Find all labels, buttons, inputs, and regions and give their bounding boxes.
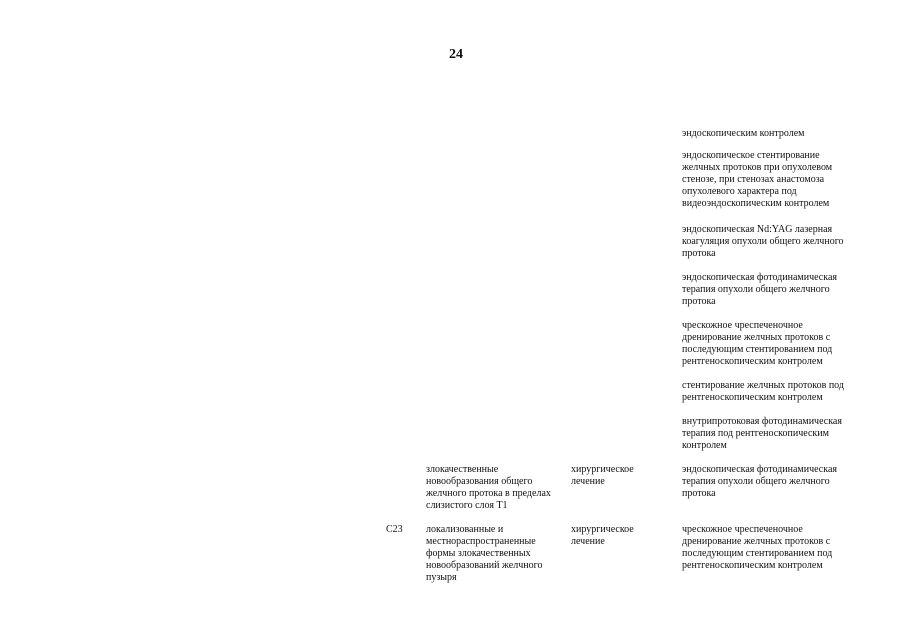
method-entry-line: контролем bbox=[682, 440, 727, 451]
treatment-type-cell-line: хирургическое bbox=[571, 464, 634, 475]
method-entry-line: протока bbox=[682, 248, 716, 259]
method-entry-line: желчных протоков при опухолевом bbox=[682, 162, 833, 173]
method-cell-line: дренирование желчных протоков с bbox=[682, 536, 831, 547]
method-entry-line: стенозе, при стенозах анастомоза bbox=[682, 174, 825, 185]
diagnosis-cell-line: новообразований желчного bbox=[426, 560, 543, 571]
diagnosis-cell bbox=[426, 524, 542, 584]
method-cell-line: чрескожное чреспеченочное bbox=[682, 524, 803, 535]
method-entry-line: видеоэндоскопическим контролем bbox=[682, 198, 830, 209]
diagnosis-cell-line: слизистого слоя T1 bbox=[426, 500, 508, 511]
method-entry-line: протока bbox=[682, 296, 716, 307]
diagnosis-cell-line: пузыря bbox=[426, 572, 457, 583]
method-entry-line: рентгеноскопическим контролем bbox=[682, 356, 823, 367]
icd-code: C23 bbox=[386, 524, 403, 535]
method-entry-line: рентгеноскопическим контролем bbox=[682, 392, 823, 403]
method-cell-line: протока bbox=[682, 488, 716, 499]
treatment-type-cell bbox=[571, 524, 634, 548]
method-entry-line: эндоскопическая фотодинамическая bbox=[682, 272, 837, 283]
method-entry bbox=[682, 150, 832, 210]
method-cell-line: терапия опухоли общего желчного bbox=[682, 476, 830, 487]
treatment-type-cell-line: лечение bbox=[571, 536, 605, 547]
method-entry-line: эндоскопическим контролем bbox=[682, 128, 805, 139]
method-cell-line: эндоскопическая фотодинамическая bbox=[682, 464, 837, 475]
method-entry bbox=[682, 128, 805, 140]
diagnosis-cell-line: злокачественные bbox=[426, 464, 499, 475]
method-entry bbox=[682, 380, 844, 404]
treatment-type-cell-line: хирургическое bbox=[571, 524, 634, 535]
method-entry-line: последующим стентированием под bbox=[682, 344, 833, 355]
method-entry-line: коагуляция опухоли общего желчного bbox=[682, 236, 844, 247]
diagnosis-cell-line: локализованные и bbox=[426, 524, 504, 535]
method-entry-line: эндоскопическая Nd:YAG лазерная bbox=[682, 224, 833, 235]
diagnosis-cell-line: новообразования общего bbox=[426, 476, 533, 487]
method-cell bbox=[682, 464, 837, 500]
treatment-type-cell bbox=[571, 464, 634, 488]
method-entry-line: опухолевого характера под bbox=[682, 186, 797, 197]
diagnosis-cell-line: формы злокачественных bbox=[426, 548, 531, 559]
method-entry bbox=[682, 224, 844, 260]
method-entry-line: дренирование желчных протоков с bbox=[682, 332, 831, 343]
diagnosis-cell-line: местнораспространенные bbox=[426, 536, 536, 547]
diagnosis-cell bbox=[426, 464, 551, 512]
treatment-type-cell-line: лечение bbox=[571, 476, 605, 487]
method-cell-line: последующим стентированием под bbox=[682, 548, 833, 559]
page-number: 24 bbox=[449, 47, 463, 62]
method-entry-line: терапия опухоли общего желчного bbox=[682, 284, 830, 295]
method-cell bbox=[682, 524, 832, 572]
method-entry-line: чрескожное чреспеченочное bbox=[682, 320, 803, 331]
method-entry bbox=[682, 416, 842, 452]
method-entry bbox=[682, 320, 832, 368]
method-entry-line: эндоскопическое стентирование bbox=[682, 150, 820, 161]
diagnosis-cell-line: желчного протока в пределах bbox=[426, 488, 551, 499]
method-entry-line: стентирование желчных протоков под bbox=[682, 380, 844, 391]
method-entry-line: терапия под рентгеноскопическим bbox=[682, 428, 829, 439]
method-entry bbox=[682, 272, 837, 308]
method-cell-line: рентгеноскопическим контролем bbox=[682, 560, 823, 571]
method-entry-line: внутрипротоковая фотодинамическая bbox=[682, 416, 842, 427]
